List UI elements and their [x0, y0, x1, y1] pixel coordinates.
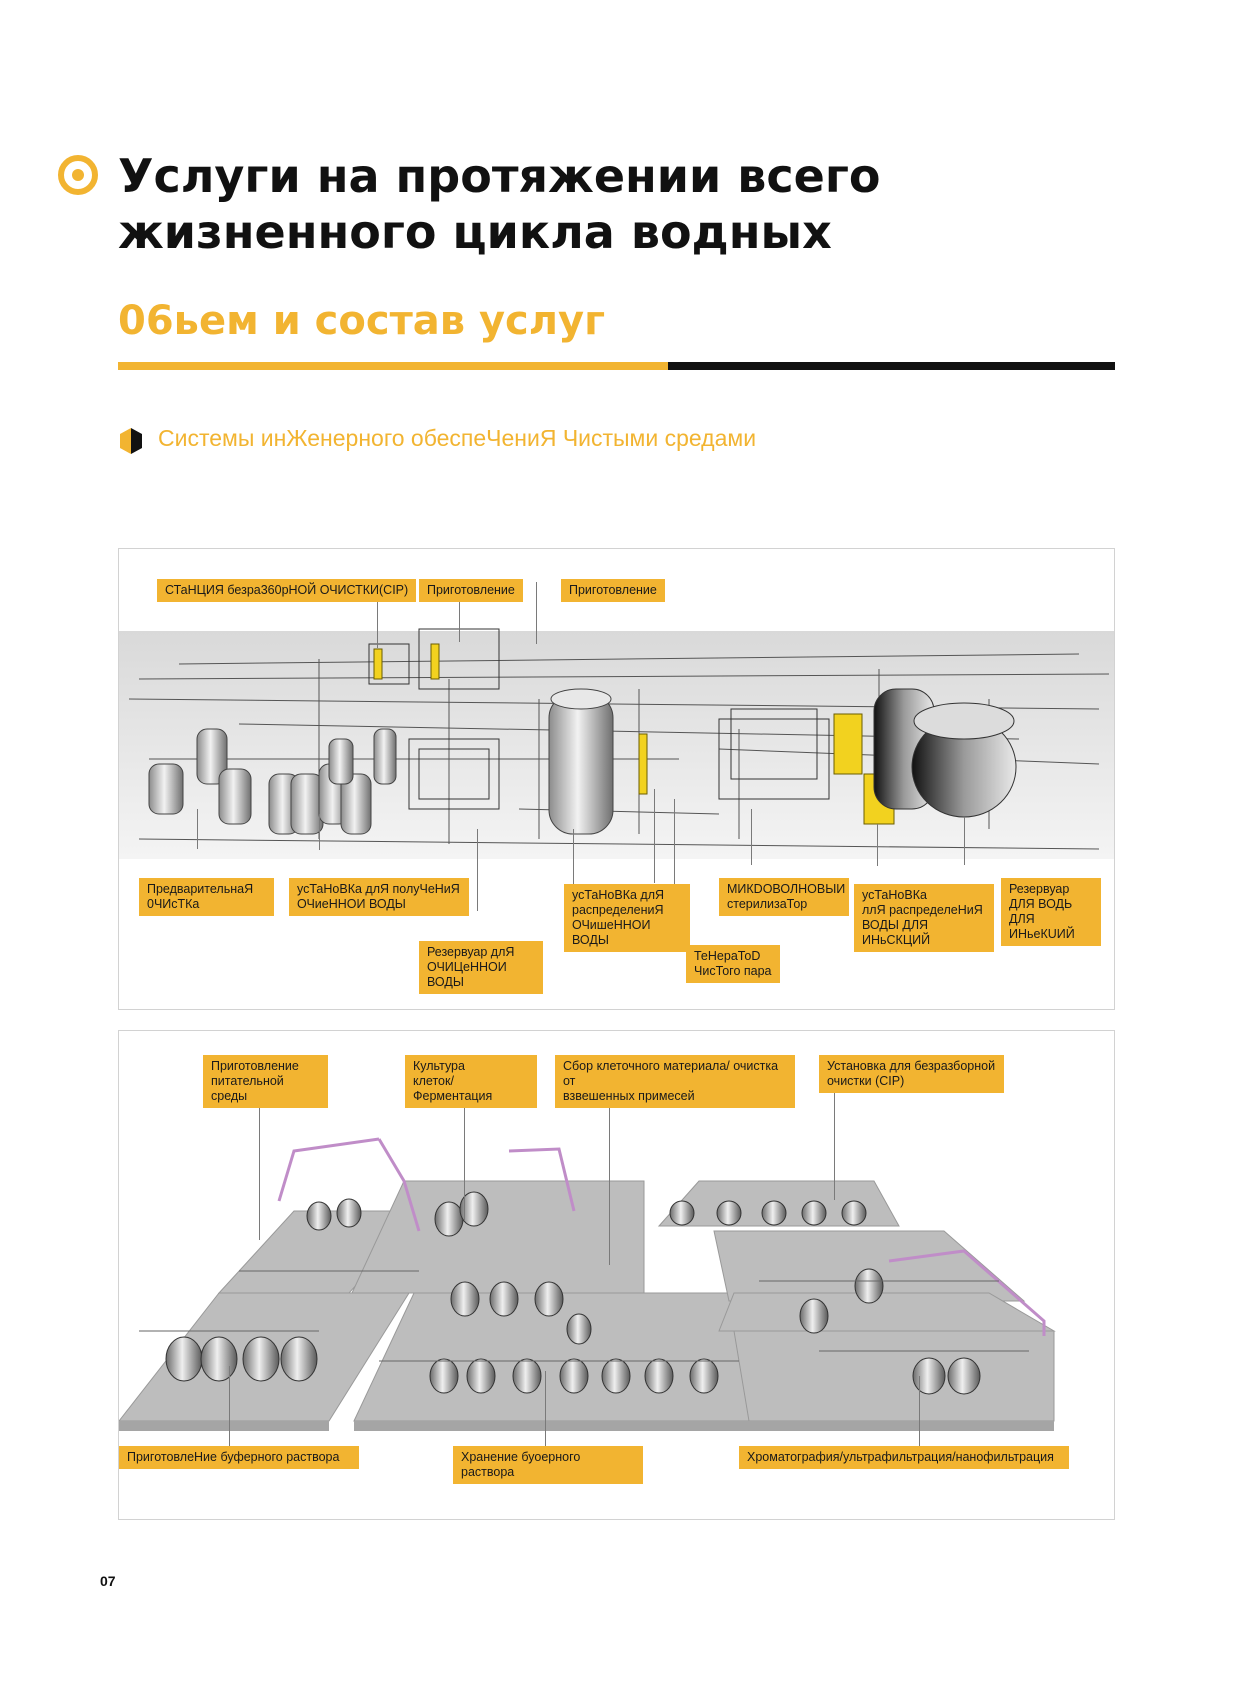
leader-line [919, 1376, 920, 1446]
label-wfi-distribution: усТаНоВКа ллЯ распределеНиЯ ВОДЫ ДЛЯ ИНьСКЦИЙ [854, 884, 994, 952]
label-harvest: Сбор клеточного материала/ очистка от взвешенных примесей [555, 1055, 795, 1108]
label-buffer-preparation: ПриготовлеНие буферного раствора [119, 1446, 359, 1469]
divider-dark [668, 362, 1115, 370]
leader-line [834, 1090, 835, 1200]
label-pretreatment: ПредварительнаЯ 0ЧИсТКа [139, 878, 274, 916]
section-heading: Системы инЖенерного обеспеЧениЯ Чистыми средами [158, 425, 757, 451]
label-buffer-storage: Хранение буоерного раствора [453, 1446, 643, 1484]
leader-line [545, 1371, 546, 1446]
label-microwave-sterilizer: МИКDОВОЛНОВЫИ стерилизаТор [719, 878, 849, 916]
divider-accent [118, 362, 668, 370]
label-cip-station: СТаНЦИЯ безра360рНОЙ ОЧИСТКИ(CIP) [157, 579, 416, 602]
leader-line [964, 817, 965, 865]
leader-line [229, 1366, 230, 1446]
target-icon [58, 155, 98, 195]
water-system-diagram [118, 548, 1115, 1010]
label-purified-water-tank: Резервуар длЯ ОЧИЦеННОИ ВОДЫ [419, 941, 543, 994]
half-hexagon-icon [118, 427, 144, 455]
label-preparation-1: Приготовление [419, 579, 523, 602]
label-cell-culture: Культура клеток/Ферментация [405, 1055, 537, 1108]
bioprocess-diagram [118, 1030, 1115, 1520]
label-chromatography: Хроматография/ультрафильтрация/нанофильтрация [739, 1446, 1069, 1469]
leader-line [319, 814, 320, 850]
label-preparation-2: Приготовление [561, 579, 665, 602]
leader-line [877, 824, 878, 866]
label-clean-steam-generator: ТеНераТоD ЧисТого пара [686, 945, 780, 983]
leader-line [536, 582, 537, 644]
leader-line [477, 829, 478, 911]
leader-line [464, 1090, 465, 1220]
label-wfi-tank: Резервуар ДЛЯ ВОДЬ ДЛЯ ИНьеКUИЙ [1001, 878, 1101, 946]
page-title: Услуги на протяжении всего жизненного цикла водных [118, 149, 881, 259]
leader-line [573, 829, 574, 884]
label-purified-water-distribution: усТаНоВКа длЯ распределениЯ ОЧишеННОИ ВОДЫ [564, 884, 690, 952]
label-media-preparation: Приготовление питательной среды [203, 1055, 328, 1108]
leader-line [259, 1090, 260, 1240]
leader-line [751, 809, 752, 865]
section-subtitle: 06ьем и состав услуг [118, 298, 606, 344]
leader-line [654, 789, 655, 883]
page-number: 07 [100, 1573, 116, 1589]
leader-line [609, 1090, 610, 1265]
label-purified-water-unit: усТаНоВКа длЯ полуЧеНиЯ ОЧиеННОИ ВОДЫ [289, 878, 469, 916]
label-cip-unit: Установка для безразборной очистки (CIP) [819, 1055, 1004, 1093]
leader-line [197, 809, 198, 849]
